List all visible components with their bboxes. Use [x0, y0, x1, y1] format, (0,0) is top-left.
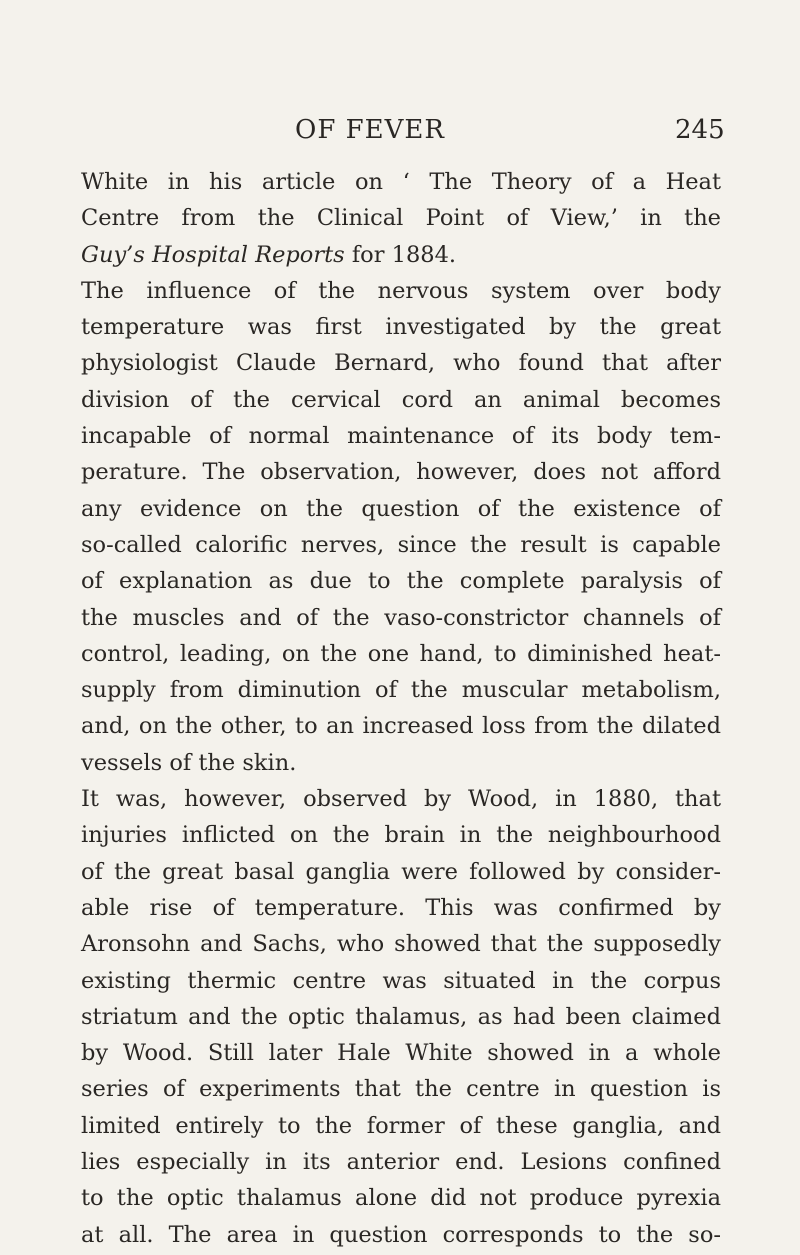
- running-title: OF FEVER: [295, 115, 445, 145]
- text-line: White in his article on ‘ The Theory of a Heat: [81, 169, 721, 195]
- journal-title: Guy’s Hospital Reports: [81, 241, 345, 268]
- text-line: Aronsohn and Sachs, who showed that the supposedly: [81, 931, 721, 958]
- text-line: supply from diminution of the muscular metabolism,: [81, 677, 721, 704]
- text-line: and, on the other, to an increased loss from the dilated: [81, 713, 721, 740]
- page-header: [0, 114, 800, 154]
- text-line: temperature was first investigated by the great: [81, 314, 721, 341]
- text-line: series of experiments that the centre in question is: [81, 1076, 721, 1103]
- text-line: so-called calorific nerves, since the result is capable: [81, 531, 721, 558]
- text-line: It was, however, observed by Wood, in 1880, that: [81, 786, 721, 813]
- text-line: injuries inflicted on the brain in the neighbourhood: [81, 822, 721, 849]
- text-line: at all. The area in question corresponds to the so-: [81, 1221, 721, 1248]
- text-line: control, leading, on the one hand, to diminished heat-: [81, 640, 721, 667]
- text-line: physiologist Claude Bernard, who found that after: [81, 350, 721, 377]
- text-line: The influence of the nervous system over body: [81, 277, 721, 304]
- text-line: to the optic thalamus alone did not produce pyrexia: [81, 1185, 721, 1212]
- journal-year: for 1884.: [344, 241, 457, 268]
- text-line: division of the cervical cord an animal becomes: [81, 386, 721, 413]
- text-line: perature. The observation, however, does not afford: [81, 459, 721, 486]
- text-line: able rise of temperature. This was confirmed by: [81, 894, 721, 921]
- body-text: [81, 164, 721, 1253]
- text-line: incapable of normal maintenance of its body tem-: [81, 423, 721, 450]
- text-line: limited entirely to the former of these ganglia, and: [81, 1112, 721, 1139]
- text-line: the muscles and of the vaso-constrictor channels of: [81, 604, 721, 631]
- text-line: by Wood. Still later Hale White showed in a whole: [81, 1040, 721, 1067]
- text-line: [81, 237, 721, 273]
- text-line: of the great basal ganglia were followed by consider-: [81, 858, 721, 885]
- text-line: of explanation as due to the complete paralysis of: [81, 568, 721, 595]
- text-line: Centre from the Clinical Point of View,’ in the: [81, 205, 721, 232]
- text-line: any evidence on the question of the existence of: [81, 495, 721, 522]
- text-line: lies especially in its anterior end. Lesions confined: [81, 1149, 721, 1176]
- text-line: vessels of the skin.: [81, 749, 297, 776]
- text-line: striatum and the optic thalamus, as had been claimed: [81, 1003, 721, 1030]
- page-number: 245: [675, 115, 725, 145]
- text-line: existing thermic centre was situated in the corpus: [81, 967, 721, 994]
